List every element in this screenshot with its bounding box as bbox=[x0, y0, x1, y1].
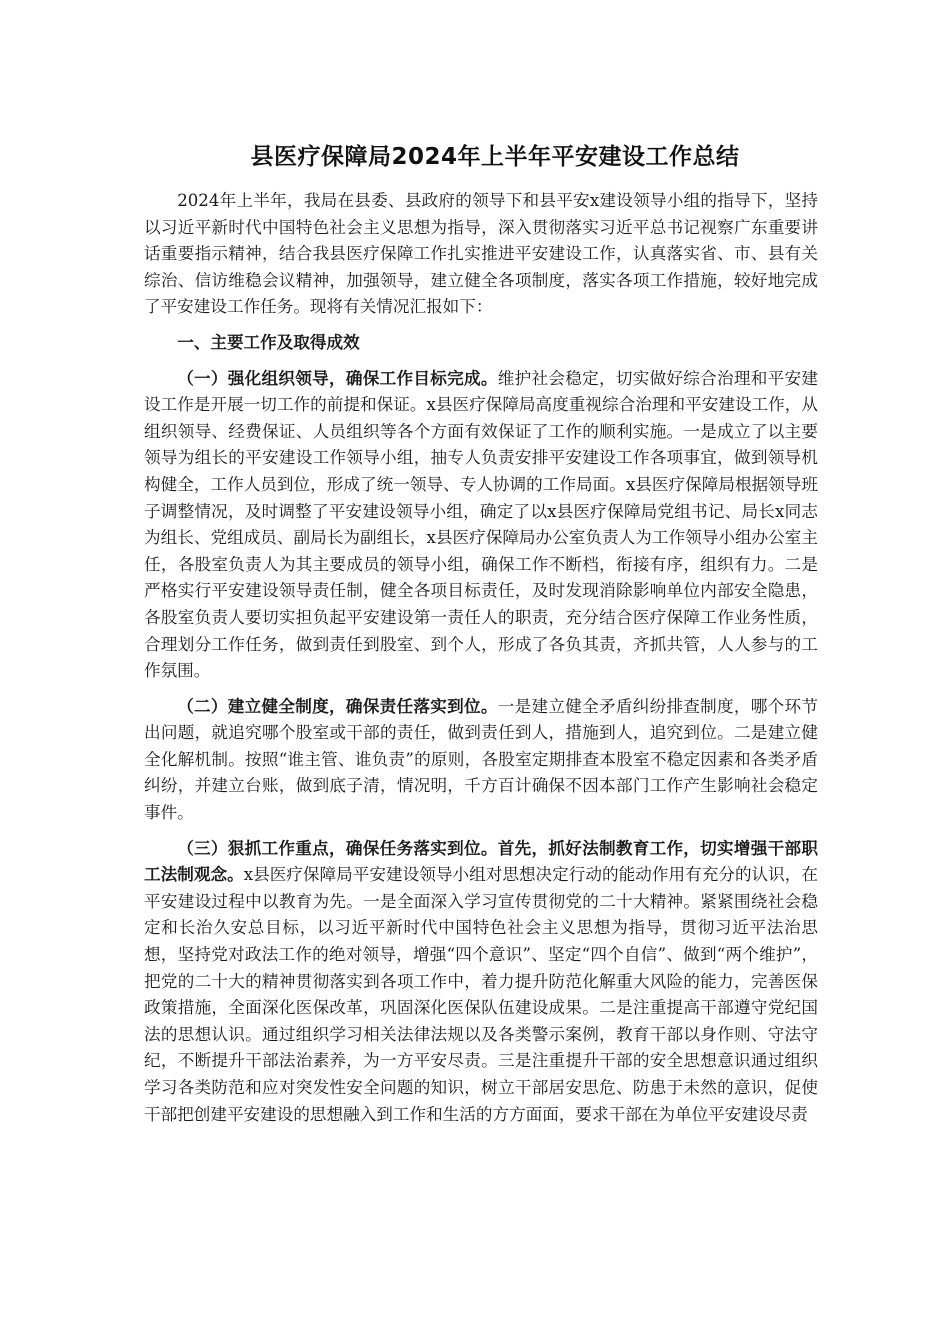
document-body bbox=[144, 188, 818, 1137]
item-3-lead: （三）狠抓工作重点，确保任务落实到位。首先，抓好法制教育工作，切实增强干部职工法制观念。 bbox=[144, 838, 818, 885]
document-title: 县医疗保障局2024年上半年平安建设工作总结 bbox=[250, 144, 740, 170]
item-2-text: 一是建立健全矛盾纠纷排查制度，哪个环节出问题，就追究哪个股室或干部的责任，做到责任到人，措施到人，追究到位。二是建立健全化解机制。按照“谁主管、谁负责”的原则，各股室定期排查本股室不稳定因素和各类矛盾纠纷，并建立台账，做到底子清，情况明，千方百计确保不因本部门工作产生影响社会稳定事件。 bbox=[144, 696, 819, 823]
section-heading bbox=[144, 330, 818, 357]
paragraph-item-1 bbox=[144, 366, 818, 685]
paragraph-item-2 bbox=[144, 694, 818, 827]
section-heading-text: 一、主要工作及取得成效 bbox=[177, 332, 360, 352]
paragraph-item-3 bbox=[144, 836, 818, 1129]
item-1-lead: （一）强化组织领导，确保工作目标完成。 bbox=[177, 368, 498, 388]
item-2-lead: （二）建立健全制度，确保责任落实到位。 bbox=[177, 696, 498, 716]
item-1-text: 维护社会稳定，切实做好综合治理和平安建设工作是开展一切工作的前提和保证。x县医疗保障局高度重视综合治理和平安建设工作，从组织领导、经费保证、人员组织等各个方面有效保证了工作的顺利实施。一是成立了以主要领导为组长的平安建设工作领导小组，抽专人负责安排平安建设工作各项事宜，做到领导机构健全，工作人员到位，形成了统一领导、专人协调的工作局面。x县医疗保障局根据领导班子调整情况，及时调整了平安建设领导小组，确定了以x县医疗保障局党组书记、局长x同志为组长、党组成员、副局长为副组长，x县医疗保障局办公室负责人为工作领导小组办公室主任，各股室负责人为其主要成员的领导小组，确保工作不断档，衔接有序，组织有力。二是严格实行平安建设领导责任制，健全各项目标责任，及时发现消除影响单位内部安全隐患，各股室负责人要切实担负起平安建设第一责任人的职责，充分结合医疗保障工作业务性质，合理划分工作任务，做到责任到股室、到个人，形成了各负其责，齐抓共管，人人参与的工作氛围。 bbox=[144, 368, 819, 681]
item-3-text: x县医疗保障局平安建设领导小组对思想决定行动的能动作用有充分的认识，在平安建设过程中以教育为先。一是全面深入学习宣传贯彻党的二十大精神。紧紧围绕社会稳定和长治久安总目标，以习近平新时代中国特色社会主义思想为指导，贯彻习近平法治思想，坚持党对政法工作的绝对领导，增强“四个意识”、坚定“四个自信”、做到“两个维护”，把党的二十大的精神贯彻落实到各项工作中，着力提升防范化解重大风险的能力，完善医保政策措施，全面深化医保改革，巩固深化医保队伍建设成果。二是注重提高干部遵守党纪国法的思想认识。通过组织学习相关法律法规以及各类警示案例，教育干部以身作则、守法守纪，不断提升干部法治素养，为一方平安尽责。三是注重提升干部的安全思想意识通过组织学习各类防范和应对突发性安全问题的知识，树立干部居安思危、防患于未然的意识，促使干部把创建平安建设的思想融入到工作和生活的方方面面，要求干部在为单位平安建设尽责 bbox=[144, 865, 819, 1124]
intro-paragraph: 2024年上半年，我局在县委、县政府的领导下和县平安x建设领导小组的指导下，坚持以习近平新时代中国特色社会主义思想为指导，深入贯彻落实习近平总书记视察广东重要讲话重要指示精神，结合我县医疗保障工作扎实推进平安建设工作，认真落实省、市、县有关综治、信访维稳会议精神，加强领导，建立健全各项制度，落实各项工作措施，较好地完成了平安建设工作任务。现将有关情况汇报如下： bbox=[144, 191, 818, 317]
